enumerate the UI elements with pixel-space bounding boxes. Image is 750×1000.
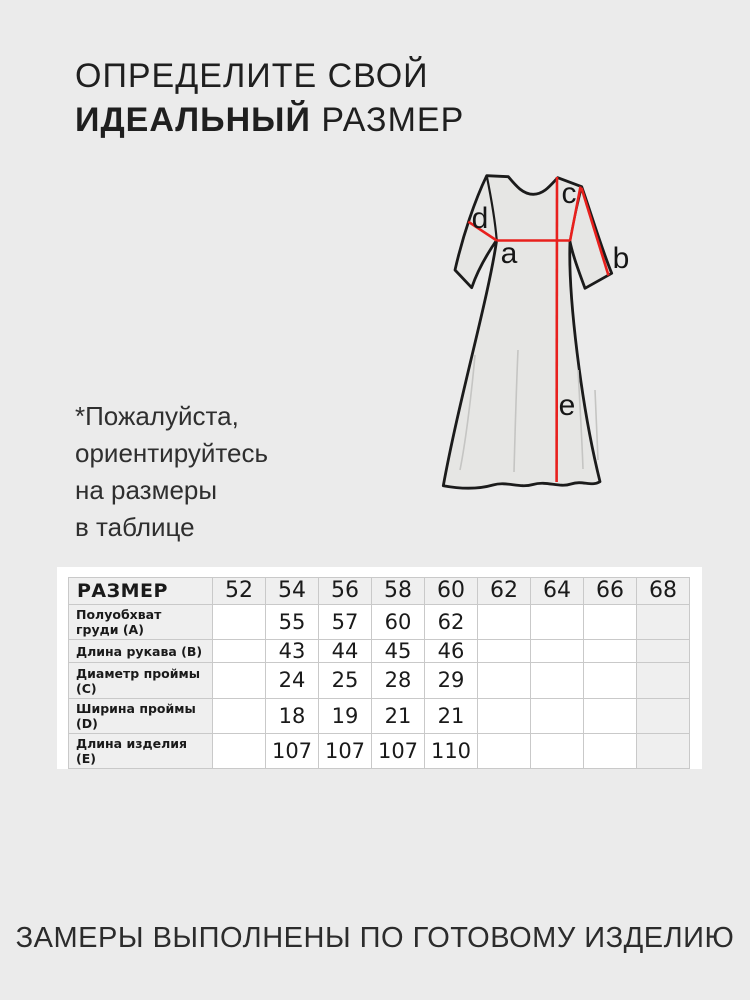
table-cell	[478, 640, 531, 663]
size-col-header: 56	[319, 578, 372, 605]
table-cell	[584, 699, 637, 734]
measure-label-e: e	[558, 389, 576, 422]
table-cell: 107	[266, 734, 319, 769]
table-cell: 21	[372, 699, 425, 734]
size-table	[68, 577, 690, 769]
table-cell: 29	[425, 663, 478, 699]
note-text	[75, 398, 268, 546]
table-cell: 62	[425, 605, 478, 640]
table-cell	[478, 699, 531, 734]
table-cell	[637, 640, 690, 663]
table-cell: 44	[319, 640, 372, 663]
size-col-header: 68	[637, 578, 690, 605]
measure-label-c: c	[561, 177, 577, 210]
table-cell: 60	[372, 605, 425, 640]
page-title	[75, 54, 464, 142]
row-label: Диаметр проймы (С)	[69, 663, 213, 699]
table-cell	[213, 734, 266, 769]
table-cell: 110	[425, 734, 478, 769]
note-line: ориентируйтесь	[75, 438, 269, 468]
table-header-row	[69, 578, 690, 605]
table-cell: 43	[266, 640, 319, 663]
table-row-armhole-diameter	[69, 663, 690, 699]
table-cell: 45	[372, 640, 425, 663]
table-cell	[584, 605, 637, 640]
table-cell	[213, 699, 266, 734]
table-cell: 19	[319, 699, 372, 734]
table-cell	[531, 640, 584, 663]
row-label: Ширина проймы (D)	[69, 699, 213, 734]
table-cell	[584, 640, 637, 663]
table-cell: 18	[266, 699, 319, 734]
table-cell	[213, 605, 266, 640]
table-cell	[637, 734, 690, 769]
page-title-line2-rest: РАЗМЕР	[310, 101, 465, 139]
dress-diagram-svg	[415, 155, 675, 500]
size-col-header: 66	[584, 578, 637, 605]
row-label: Длина изделия (Е)	[69, 734, 213, 769]
size-col-header: 62	[478, 578, 531, 605]
table-row-length	[69, 734, 690, 769]
table-cell: 46	[425, 640, 478, 663]
table-cell	[637, 699, 690, 734]
page-title-line2-bold: ИДЕАЛЬНЫЙ	[75, 101, 311, 139]
table-cell	[584, 663, 637, 699]
row-label: Полуобхват груди (А)	[69, 605, 213, 640]
row-label: Длина рукава (В)	[69, 640, 213, 663]
table-cell	[637, 663, 690, 699]
table-cell	[531, 734, 584, 769]
measure-label-b: b	[612, 242, 630, 275]
measure-label-a: a	[500, 237, 518, 270]
size-col-header: 60	[425, 578, 478, 605]
table-cell: 107	[319, 734, 372, 769]
size-col-header: 58	[372, 578, 425, 605]
table-cell	[213, 663, 266, 699]
size-col-header: 52	[213, 578, 266, 605]
table-row-armhole-width	[69, 699, 690, 734]
size-col-header: 64	[531, 578, 584, 605]
table-row-sleeve	[69, 640, 690, 663]
table-cell: 28	[372, 663, 425, 699]
table-header-size: РАЗМЕР	[69, 578, 213, 605]
note-line: на размеры	[75, 475, 218, 505]
table-cell	[531, 663, 584, 699]
page-title-line2	[75, 98, 464, 142]
table-cell: 21	[425, 699, 478, 734]
table-cell	[531, 699, 584, 734]
table-cell	[478, 663, 531, 699]
table-cell: 107	[372, 734, 425, 769]
table-cell	[478, 734, 531, 769]
table-cell: 55	[266, 605, 319, 640]
table-cell	[531, 605, 584, 640]
table-row-chest	[69, 605, 690, 640]
table-cell	[584, 734, 637, 769]
note-line: в таблице	[75, 512, 195, 542]
table-cell	[213, 640, 266, 663]
table-cell	[637, 605, 690, 640]
table-cell: 57	[319, 605, 372, 640]
measure-label-d: d	[471, 202, 489, 235]
footer-caption: ЗАМЕРЫ ВЫПОЛНЕНЫ ПО ГОТОВОМУ ИЗДЕЛИЮ	[15, 922, 735, 954]
size-col-header: 54	[266, 578, 319, 605]
page-title-line1: ОПРЕДЕЛИТЕ СВОЙ	[75, 57, 429, 95]
table-cell	[478, 605, 531, 640]
table-cell: 25	[319, 663, 372, 699]
note-line: *Пожалуйста,	[75, 401, 239, 431]
dress-measurement-diagram	[415, 155, 675, 500]
table-cell: 24	[266, 663, 319, 699]
